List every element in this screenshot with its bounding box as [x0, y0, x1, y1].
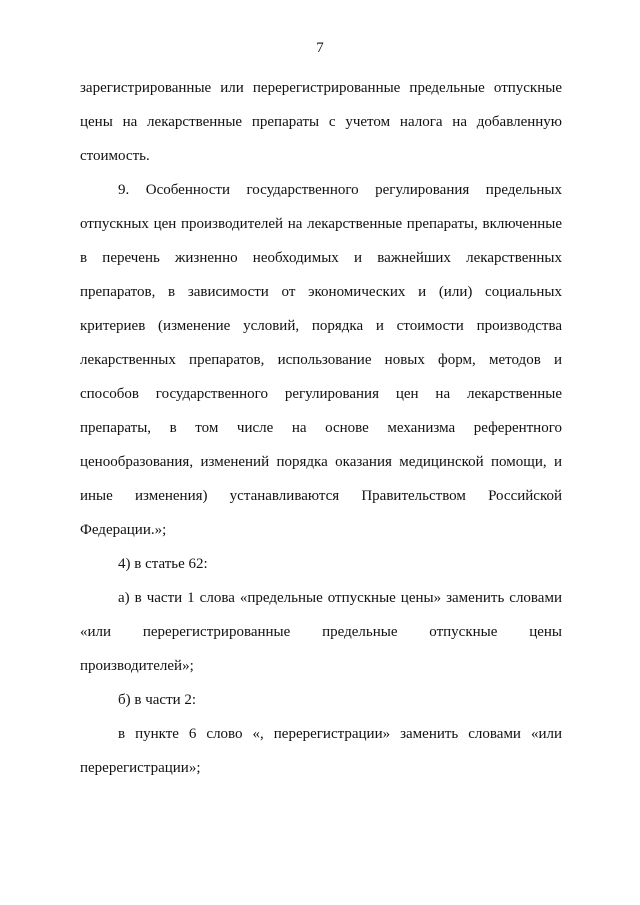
- page-number: 7: [316, 40, 324, 56]
- document-body: [80, 71, 562, 785]
- paragraph-item-4: 4) в статье 62:: [118, 556, 208, 572]
- paragraph-continuation: зарегистрированные или перерегистрированные предельные отпускные цены на лекарственные препараты с учетом налога на добавленную стоимость.: [80, 80, 562, 164]
- paragraph-subitem-b: б) в части 2:: [118, 692, 197, 708]
- paragraph-point-6: в пункте 6 слово «, перерегистрации» заменить словами «или перерегистрации»;: [80, 726, 562, 776]
- paragraph-subitem-a: а) в части 1 слова «предельные отпускные цены» заменить словами «или перерегистрированные предельные отпускные цены производителей»;: [80, 590, 562, 674]
- paragraph-item-9: 9. Особенности государственного регулирования предельных отпускных цен производителей на лекарственные препараты, включенные в перечень жизненно необходимых и важнейших лекарственных препаратов, в зависимости от экономических и (или) социальных критериев (изменение условий, порядка и стоимости производства лекарственных препаратов, использование новых форм, методов и способов государственного регулирования цен на лекарственные препараты, в том числе на основе механизма референтного ценообразования, изменений порядка оказания медицинской помощи, и иные изменения) устанавливаются Правительством Российской Федерации.»;: [80, 182, 562, 538]
